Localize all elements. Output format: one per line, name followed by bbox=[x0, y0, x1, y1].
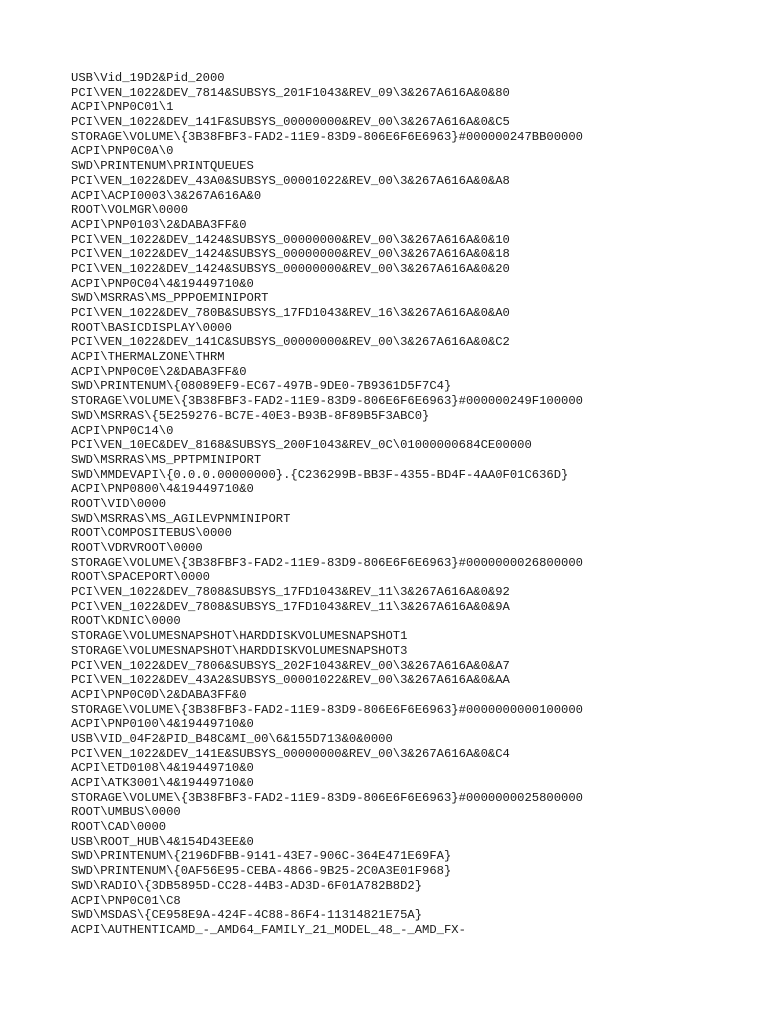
device-id-line: STORAGE\VOLUMESNAPSHOT\HARDDISKVOLUMESNAPSHOT3 bbox=[71, 643, 408, 658]
device-id-line: PCI\VEN_10EC&DEV_8168&SUBSYS_200F1043&REV_0C\01000000684CE00000 bbox=[71, 438, 532, 453]
device-id-line: ACPI\PNP0C14\0 bbox=[71, 423, 174, 438]
device-id-line: ROOT\UMBUS\0000 bbox=[71, 805, 181, 820]
document-page bbox=[71, 71, 761, 938]
device-id-line: STORAGE\VOLUME\{3B38FBF3-FAD2-11E9-83D9-806E6F6E6963}#000000247BB00000 bbox=[71, 129, 583, 144]
device-id-line: ROOT\KDNIC\0000 bbox=[71, 614, 181, 629]
device-id-line: ROOT\COMPOSITEBUS\0000 bbox=[71, 526, 232, 541]
device-id-line: USB\VID_04F2&PID_B48C&MI_00\6&155D713&0&0000 bbox=[71, 731, 393, 746]
device-id-line: SWD\RADIO\{3DB5895D-CC28-44B3-AD3D-6F01A782B8D2} bbox=[71, 878, 423, 893]
device-id-line: PCI\VEN_1022&DEV_1424&SUBSYS_00000000&REV_00\3&267A616A&0&20 bbox=[71, 261, 510, 276]
device-id-line: USB\ROOT_HUB\4&154D43EE&0 bbox=[71, 834, 254, 849]
device-id-line: ROOT\BASICDISPLAY\0000 bbox=[71, 320, 232, 335]
device-id-line: ACPI\PNP0C0A\0 bbox=[71, 144, 174, 159]
device-id-line: ACPI\PNP0C0E\2&DABA3FF&0 bbox=[71, 364, 247, 379]
device-id-line: PCI\VEN_1022&DEV_7808&SUBSYS_17FD1043&REV_11\3&267A616A&0&92 bbox=[71, 585, 510, 600]
device-id-line: ACPI\PNP0C0D\2&DABA3FF&0 bbox=[71, 687, 247, 702]
device-id-line: SWD\PRINTENUM\{0AF56E95-CEBA-4866-9B25-2C0A3E01F968} bbox=[71, 864, 452, 879]
device-id-line: ACPI\PNP0C01\1 bbox=[71, 100, 174, 115]
device-id-line: SWD\MSDAS\{CE958E9A-424F-4C88-86F4-11314821E75A} bbox=[71, 908, 423, 923]
device-id-line: ACPI\ATK3001\4&19449710&0 bbox=[71, 776, 254, 790]
device-id-line: ACPI\THERMALZONE\THRM bbox=[71, 350, 225, 365]
device-id-line: ACPI\PNP0C04\4&19449710&0 bbox=[71, 276, 254, 291]
device-id-line: STORAGE\VOLUME\{3B38FBF3-FAD2-11E9-83D9-806E6F6E6963}#0000000000100000 bbox=[71, 702, 583, 717]
device-id-line: ROOT\SPACEPORT\0000 bbox=[71, 570, 210, 585]
device-id-line: PCI\VEN_1022&DEV_43A0&SUBSYS_00001022&REV_00\3&267A616A&0&A8 bbox=[71, 173, 510, 188]
device-id-line: ROOT\CAD\0000 bbox=[71, 820, 167, 835]
device-id-line: ACPI\PNP0103\2&DABA3FF&0 bbox=[71, 217, 247, 232]
device-id-line: ACPI\PNP0100\4&19449710&0 bbox=[71, 717, 254, 732]
device-id-line: PCI\VEN_1022&DEV_141C&SUBSYS_00000000&REV_00\3&267A616A&0&C2 bbox=[71, 335, 510, 350]
device-id-line: USB\Vid_19D2&Pid_2000 bbox=[71, 71, 225, 85]
device-id-line: PCI\VEN_1022&DEV_1424&SUBSYS_00000000&REV_00\3&267A616A&0&18 bbox=[71, 247, 510, 262]
device-id-line: PCI\VEN_1022&DEV_1424&SUBSYS_00000000&REV_00\3&267A616A&0&10 bbox=[71, 232, 510, 247]
device-id-line: SWD\PRINTENUM\{08089EF9-EC67-497B-9DE0-7B9361D5F7C4} bbox=[71, 379, 452, 394]
device-id-line: PCI\VEN_1022&DEV_43A2&SUBSYS_00001022&REV_00\3&267A616A&0&AA bbox=[71, 673, 510, 688]
device-id-line: SWD\MSRRAS\MS_PPTPMINIPORT bbox=[71, 452, 262, 467]
device-id-line: ROOT\VDRVROOT\0000 bbox=[71, 541, 203, 555]
device-id-line: SWD\MMDEVAPI\{0.0.0.00000000}.{C236299B-BB3F-4355-BD4F-4AA0F01C636D} bbox=[71, 467, 569, 482]
device-id-line: SWD\PRINTENUM\{2196DFBB-9141-43E7-906C-364E471E69FA} bbox=[71, 849, 452, 864]
device-id-line: STORAGE\VOLUME\{3B38FBF3-FAD2-11E9-83D9-806E6F6E6963}#0000000025800000 bbox=[71, 790, 583, 805]
device-id-line: ROOT\VID\0000 bbox=[71, 496, 167, 511]
device-id-line: SWD\PRINTENUM\PRINTQUEUES bbox=[71, 159, 254, 174]
device-id-line: PCI\VEN_1022&DEV_7814&SUBSYS_201F1043&REV_09\3&267A616A&0&80 bbox=[71, 85, 510, 100]
device-id-line: PCI\VEN_1022&DEV_7806&SUBSYS_202F1043&REV_00\3&267A616A&0&A7 bbox=[71, 658, 510, 673]
device-id-line: PCI\VEN_1022&DEV_141E&SUBSYS_00000000&REV_00\3&267A616A&0&C4 bbox=[71, 746, 510, 761]
device-id-line: ACPI\PNP0C01\C8 bbox=[71, 893, 181, 908]
device-id-list bbox=[71, 71, 761, 938]
device-id-line: ACPI\PNP0800\4&19449710&0 bbox=[71, 482, 254, 497]
device-id-line: ROOT\VOLMGR\0000 bbox=[71, 203, 189, 218]
device-id-line: SWD\MSRRAS\MS_AGILEVPNMINIPORT bbox=[71, 511, 291, 526]
device-id-line: STORAGE\VOLUME\{3B38FBF3-FAD2-11E9-83D9-806E6F6E6963}#0000000026800000 bbox=[71, 555, 583, 570]
device-id-line: PCI\VEN_1022&DEV_780B&SUBSYS_17FD1043&REV_16\3&267A616A&0&A0 bbox=[71, 306, 510, 320]
device-id-line: PCI\VEN_1022&DEV_7808&SUBSYS_17FD1043&REV_11\3&267A616A&0&9A bbox=[71, 599, 510, 614]
device-id-line: ACPI\ACPI0003\3&267A616A&0 bbox=[71, 188, 262, 203]
device-id-line: ACPI\ETD0108\4&19449710&0 bbox=[71, 761, 254, 776]
device-id-line: STORAGE\VOLUME\{3B38FBF3-FAD2-11E9-83D9-806E6F6E6963}#000000249F100000 bbox=[71, 394, 583, 409]
device-id-line: STORAGE\VOLUMESNAPSHOT\HARDDISKVOLUMESNAPSHOT1 bbox=[71, 629, 408, 644]
device-id-line: SWD\MSRRAS\{5E259276-BC7E-40E3-B93B-8F89B5F3ABC0} bbox=[71, 408, 430, 423]
device-id-line: PCI\VEN_1022&DEV_141F&SUBSYS_00000000&REV_00\3&267A616A&0&C5 bbox=[71, 115, 510, 130]
device-id-line: ACPI\AUTHENTICAMD_-_AMD64_FAMILY_21_MODEL_48_-_AMD_FX- bbox=[71, 922, 466, 937]
device-id-line: SWD\MSRRAS\MS_PPPOEMINIPORT bbox=[71, 291, 269, 306]
